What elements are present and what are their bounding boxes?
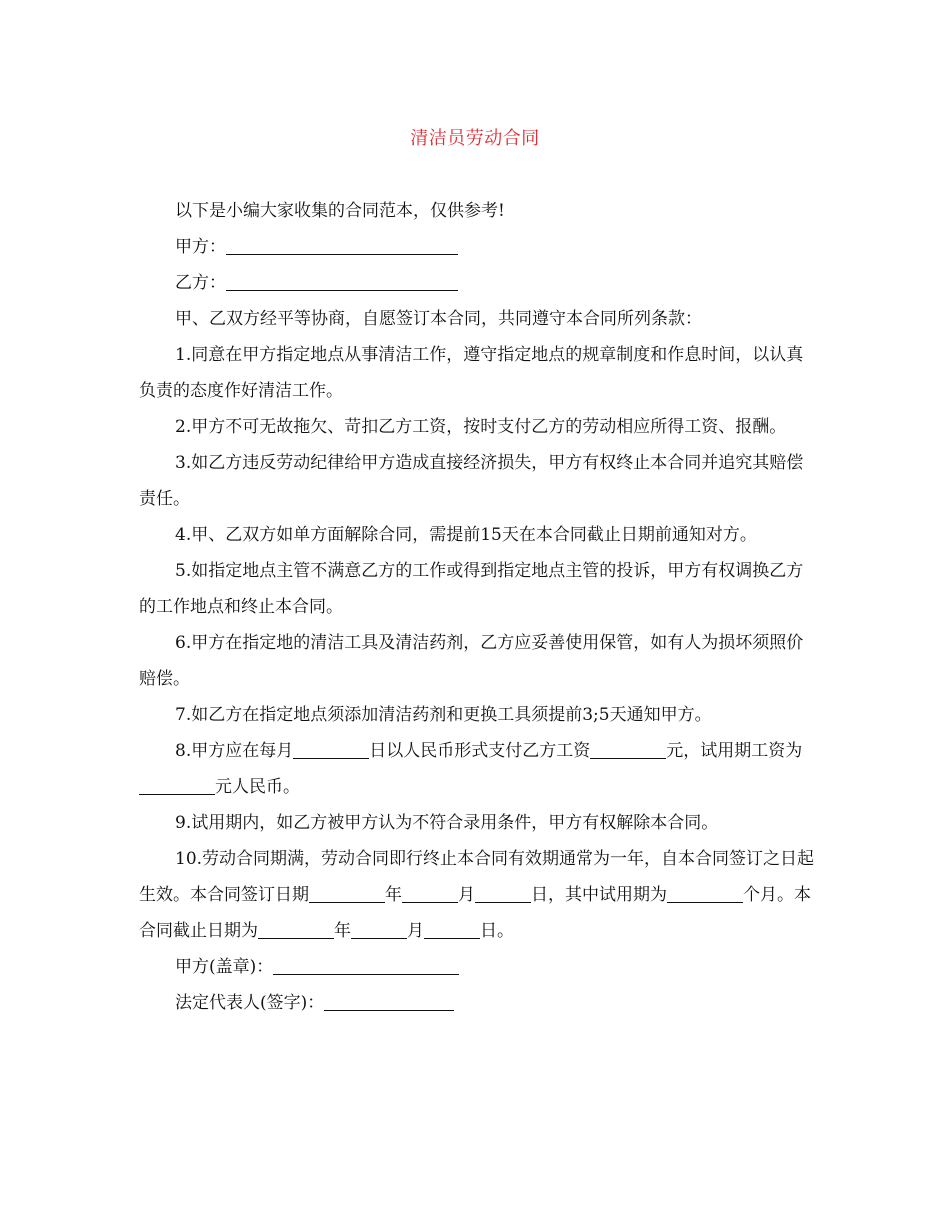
clause-4: 4.甲、乙双方如单方面解除合同，需提前15天在本合同截止日期前通知对方。 [175,525,757,545]
sign-year-blank[interactable] [309,880,385,903]
clause-8-part-d: 元人民币。 [215,777,300,797]
seal-line [139,949,815,985]
clause-7: 7.如乙方在指定地点须添加清洁药剂和更换工具须提前3;5天通知甲方。 [175,705,712,725]
party-b-blank[interactable] [226,268,458,291]
seal-blank[interactable] [273,952,459,975]
clause-3: 3.如乙方违反劳动纪律给甲方造成直接经济损失，甲方有权终止本合同并追究其赔偿责任。 [139,453,804,509]
party-b-line [139,265,815,301]
party-a-blank[interactable] [226,232,458,255]
clause-10-part-a: 10.劳动合同期满，劳动合同即行终止本合同有效期通常为一年，自本合同签订之日起生效。本合同签订日期 [139,849,815,905]
clause-10-month: 月 [458,885,475,905]
clause-5: 5.如指定地点主管不满意乙方的工作或得到指定地点主管的投诉，甲方有权调换乙方的工作地点和终止本合同。 [139,561,804,617]
end-month-blank[interactable] [351,916,407,939]
seal-label: 甲方(盖章)： [175,957,274,977]
sign-month-blank[interactable] [402,880,458,903]
clause-10-day-then: 日，其中试用期为 [531,885,667,905]
rep-label: 法定代表人(签字)： [175,993,325,1013]
clause-10-day-end: 日。 [480,921,514,941]
clause-10-months-then: 个月。本合同截止日期为 [139,885,811,941]
clause-10-end-month: 月 [407,921,424,941]
clause-1: 1.同意在甲方指定地点从事清洁工作，遵守指定地点的规章制度和作息时间，以认真负责的态度作好清洁工作。 [139,345,804,401]
clause-2: 2.甲方不可无故拖欠、苛扣乙方工资，按时支付乙方的劳动相应所得工资、报酬。 [175,417,787,437]
clause-8 [139,733,815,805]
clause-8-part-c: 元，试用期工资为 [666,741,803,761]
intro-line: 以下是小编大家收集的合同范本，仅供参考! [175,201,505,221]
party-a-label: 甲方： [175,237,226,257]
party-b-label: 乙方： [175,273,226,293]
pay-day-blank[interactable] [293,736,369,759]
clause-6: 6.甲方在指定地的清洁工具及清洁药剂，乙方应妥善使用保管，如有人为损坏须照价赔偿。 [139,633,804,689]
rep-line [139,985,815,1021]
party-a-line [139,229,815,265]
end-year-blank[interactable] [258,916,334,939]
clause-10 [139,841,815,949]
document-body [139,193,815,1021]
sign-day-blank[interactable] [475,880,531,903]
document-title: 清洁员劳动合同 [410,128,540,149]
clause-10-end-year: 年 [334,921,351,941]
rep-signature-blank[interactable] [324,988,454,1011]
end-day-blank[interactable] [424,916,480,939]
preamble: 甲、乙双方经平等协商，自愿签订本合同，共同遵守本合同所列条款： [175,309,702,329]
clause-10-year: 年 [385,885,402,905]
clause-9: 9.试用期内，如乙方被甲方认为不符合录用条件，甲方有权解除本合同。 [175,813,719,833]
clause-8-part-a: 8.甲方应在每月 [175,741,294,761]
probation-salary-blank[interactable] [139,772,215,795]
probation-months-blank[interactable] [667,880,743,903]
salary-blank[interactable] [590,736,666,759]
clause-8-part-b: 日以人民币形式支付乙方工资 [369,741,591,761]
